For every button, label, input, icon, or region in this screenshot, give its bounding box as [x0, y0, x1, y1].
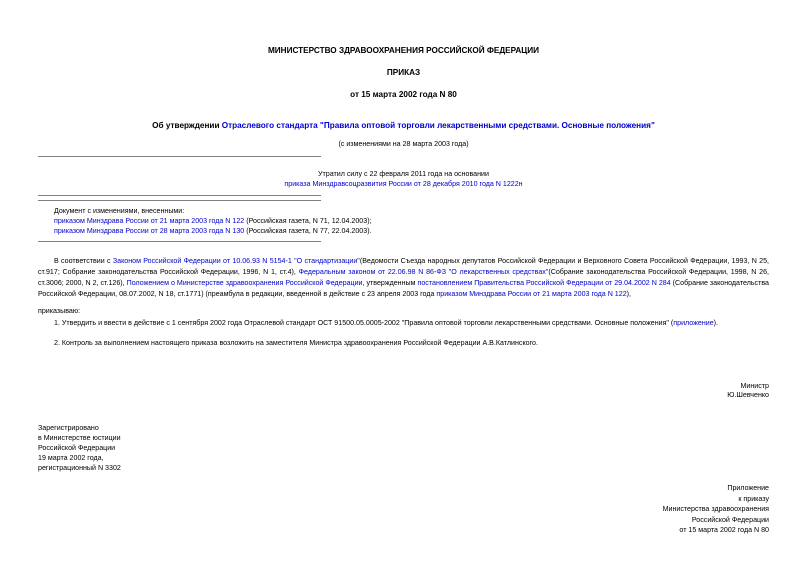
preamble-text: (Ведомости Съезда народных депутатов Российской Федерации и Верховного Совета Российской Федерации, 1993, N 25, ст.917; Собрание законодательства Российской Федерации, 1996, N 1, ст.4), [38, 257, 769, 276]
change-rest: (Российская газета, N 71, 12.04.2003); [244, 217, 372, 225]
change-link-130[interactable]: приказом Минздрава России от 28 марта 2003 года N 130 [54, 227, 245, 235]
government-resolution-link[interactable]: постановлением Правительства Российской Федерации от 29.04.2002 N 284 [417, 279, 671, 287]
order-item-2: 2. Контроль за выполнением настоящего приказа возложить на заместителя Министра здравоохранения Российской Федерации А.В.Катлинского. [54, 339, 538, 347]
appendix-line: Министерства здравоохранения [662, 505, 769, 513]
expired-line: Утратил силу с 22 февраля 2011 года на основании [318, 170, 489, 178]
order-item-1 [54, 319, 774, 328]
change-link-122[interactable]: приказом Минздрава России от 21 марта 2003 года N 122 [54, 217, 245, 225]
expired-link-line [0, 180, 807, 189]
appendix-line: Российской Федерации [691, 515, 769, 524]
divider [38, 156, 321, 157]
registration-line: 19 марта 2002 года, [38, 454, 104, 462]
divider [38, 200, 321, 201]
order-word: приказываю: [38, 307, 81, 315]
expired-order-link[interactable]: приказа Минздравсоцразвития России от 28 декабря 2010 года N 1222н [284, 180, 523, 188]
title-prefix: Об утверждении [152, 121, 222, 130]
registration-line: регистрационный N 3302 [38, 464, 121, 472]
divider [38, 241, 321, 242]
appendix-line: Приложение [727, 484, 769, 492]
signature-block [600, 382, 769, 400]
registration-block [38, 423, 121, 473]
amendments-note: (с изменениями на 28 марта 2003 года) [338, 140, 469, 148]
appendix-link[interactable]: приложение [673, 319, 714, 327]
changes-item [54, 217, 754, 226]
registration-line: Зарегистрировано [38, 424, 99, 432]
signature-name: Ю.Шевченко [727, 391, 769, 399]
registration-line: в Министерстве юстиции [38, 434, 121, 442]
appendix-line: к приказу [738, 494, 769, 503]
changes-item [54, 227, 754, 236]
preamble-paragraph [38, 256, 769, 300]
preamble-text: ), [626, 290, 631, 298]
order-122-link[interactable]: приказом Минздрава России от 21 марта 2003 года N 122 [436, 290, 627, 298]
item-text: 1. Утвердить и ввести в действие с 1 сентября 2002 года Отраслевой стандарт ОСТ 91500.05.0005-2002 "Правила оптовой торговли лекарственными средствами. Основные положения" ( [54, 319, 674, 327]
law-medicines-link[interactable]: Федеральным законом от 22.06.98 N 86-ФЗ "О лекарственных средствах" [298, 268, 549, 276]
standard-link[interactable]: Отраслевого стандарта "Правила оптовой торговли лекарственными средствами. Основные положения" [221, 121, 655, 130]
ministry-heading: МИНИСТЕРСТВО ЗДРАВООХРАНЕНИЯ РОССИЙСКОЙ ФЕДЕРАЦИИ [267, 46, 540, 55]
appendix-block [560, 483, 769, 536]
ministry-regulation-link[interactable]: Положением о Министерстве здравоохранения Российской Федерации [126, 279, 363, 287]
appendix-line: от 15 марта 2002 года N 80 [679, 526, 769, 534]
doc-type: ПРИКАЗ [386, 68, 421, 77]
law-standardization-link[interactable]: Законом Российской Федерации от 10.06.93 N 5154-1 "О стандартизации" [112, 257, 360, 265]
change-rest: (Российская газета, N 77, 22.04.2003). [244, 227, 372, 235]
preamble-text: (Собрание законодательства Российской Федерации, 1998, N 26, ст.3006; 2000, N 2, ст.126), [38, 268, 769, 287]
item-text: ). [713, 319, 718, 327]
preamble-text: , утвержденным [362, 279, 418, 287]
preamble-text: (Собрание законодательства Российской Федерации, 08.07.2002, N 18, ст.1771) (преамбула в редакции, введенной в действие с 23 апреля 2003 года [38, 279, 769, 298]
changes-block [54, 207, 754, 236]
doc-date-number: от 15 марта 2002 года N 80 [350, 90, 457, 99]
document-title [0, 121, 807, 130]
changes-heading: Документ с изменениями, внесенными: [54, 207, 185, 215]
registration-line: Российской Федерации [38, 444, 116, 452]
divider [38, 195, 321, 196]
signature-role: Министр [740, 382, 769, 390]
preamble-text: В соответствии с [54, 257, 113, 265]
